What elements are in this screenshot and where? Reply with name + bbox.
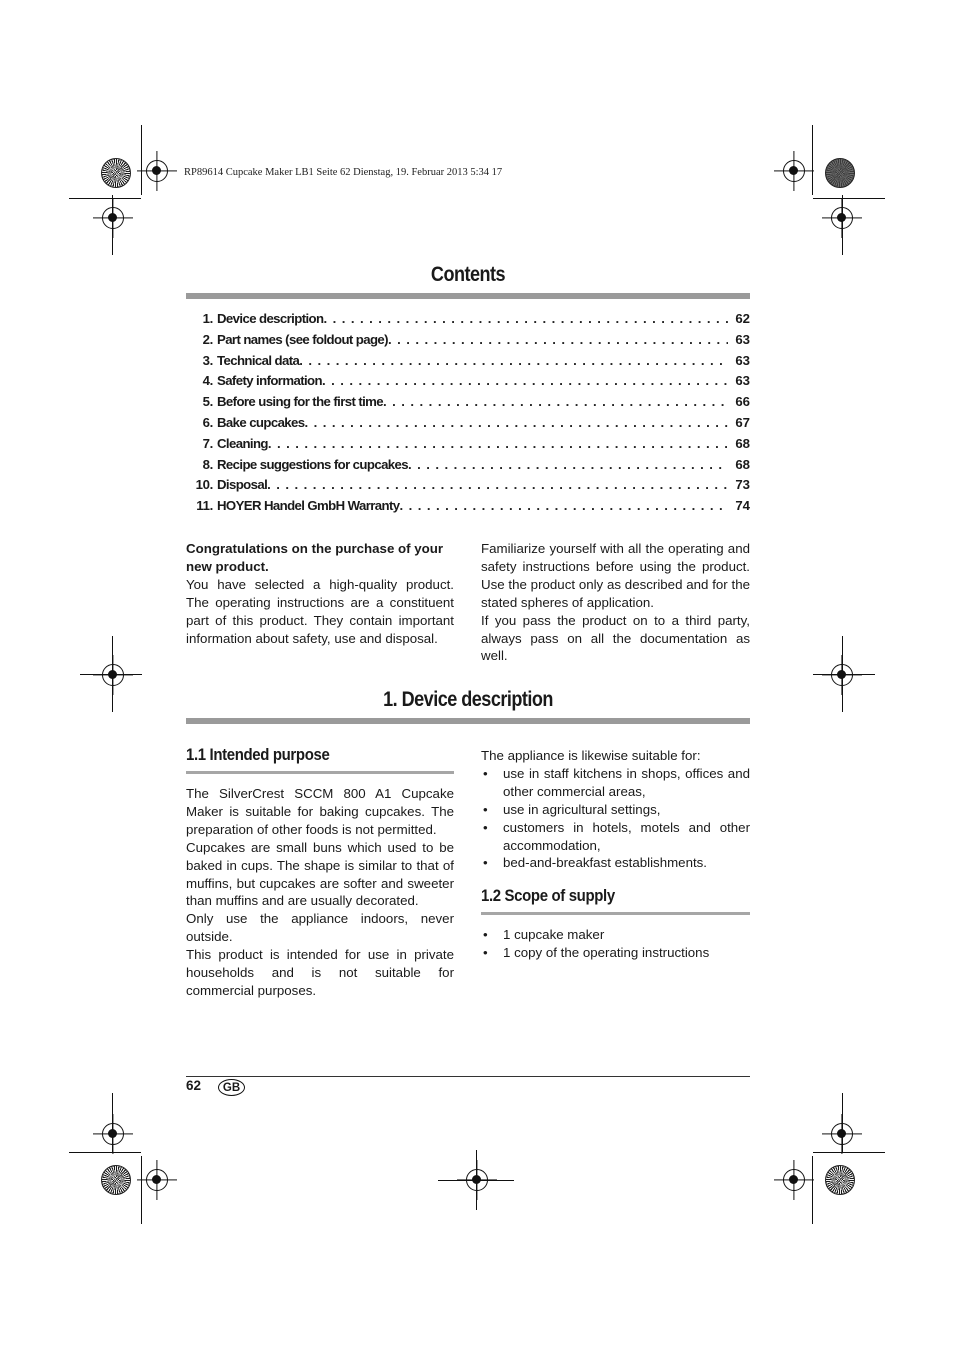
footer-rule	[186, 1076, 750, 1077]
crop-mark	[813, 198, 885, 199]
intro-right-column	[481, 540, 750, 665]
list-item	[481, 765, 750, 801]
subsection-rule	[481, 912, 750, 915]
color-target-icon	[825, 158, 855, 188]
crop-mark	[812, 1156, 813, 1224]
intro-left-column	[186, 540, 454, 647]
contents-rule	[186, 293, 750, 299]
crop-mark	[112, 195, 113, 255]
intro-paragraph: Familiarize yourself with all the operating and safety instructions before using the product. Use the product only as described and for the stated spheres of application.	[481, 541, 750, 610]
toc-entry-number: 8.	[202, 456, 213, 472]
list-item	[481, 854, 750, 872]
toc-leader-dots	[299, 353, 728, 368]
toc-entry-number: 2.	[202, 331, 213, 347]
toc-leader-dots	[322, 373, 728, 388]
list-item-text: 1 cupcake maker	[503, 927, 605, 942]
list-item-text: use in agricultural settings,	[503, 801, 661, 817]
toc-entry-page: 68	[735, 435, 750, 451]
body-paragraph: Cupcakes are small buns which used to be baked in cups. The shape is similar to that of muffins, but cupcakes are softer and sweeter than muffins and are usually decorated.	[186, 839, 454, 909]
crop-mark	[813, 1152, 885, 1153]
crop-mark	[80, 674, 142, 675]
language-badge: GB	[218, 1079, 245, 1096]
toc-leader-dots	[323, 311, 728, 326]
bullet-icon: •	[483, 801, 488, 817]
color-target-icon	[101, 158, 131, 188]
toc-entry[interactable]	[186, 457, 750, 478]
crop-mark	[141, 125, 142, 195]
toc-leader-dots	[268, 436, 728, 451]
toc-leader-dots	[388, 332, 728, 347]
toc-entry-page: 66	[735, 394, 750, 410]
toc-leader-dots	[383, 394, 728, 409]
toc-entry-number: 3.	[202, 352, 213, 368]
body-paragraph: The SilverCrest SCCM 800 A1 Cupcake Maker is suitable for baking cupcakes. The preparation of other foods is not permitted.	[186, 786, 454, 837]
toc-entry-page: 68	[735, 456, 750, 472]
toc-entry-title: Before using for the first time	[217, 394, 384, 410]
toc-entry-title: Technical data	[217, 352, 300, 368]
toc-entry-number: 11.	[196, 498, 213, 514]
registration-mark-icon	[783, 160, 805, 182]
list-item	[481, 944, 750, 962]
toc-entry[interactable]	[186, 373, 750, 394]
toc-entry[interactable]	[186, 477, 750, 498]
table-of-contents	[186, 311, 750, 519]
toc-entry-page: 63	[735, 373, 750, 389]
toc-entry-page: 74	[735, 498, 750, 514]
list-item	[481, 926, 750, 944]
toc-entry-page: 67	[735, 414, 750, 430]
toc-leader-dots	[408, 457, 728, 472]
toc-entry-number: 5.	[202, 394, 213, 410]
registration-mark-icon	[146, 1169, 168, 1191]
toc-entry-title: Recipe suggestions for cupcakes	[217, 456, 409, 472]
crop-mark	[141, 1156, 142, 1224]
crop-mark	[842, 1093, 843, 1153]
toc-entry-number: 6.	[202, 414, 213, 430]
section-rule	[186, 718, 750, 724]
subsection-rule	[186, 771, 454, 774]
toc-entry-number: 4.	[202, 373, 213, 389]
bullet-icon: •	[483, 927, 488, 942]
list-item-text: use in staff kitchens in shops, offices and other commercial areas,	[503, 765, 750, 799]
body-paragraph: This product is intended for use in private households and is not suitable for commercial purposes.	[186, 947, 454, 998]
toc-entry[interactable]	[186, 394, 750, 415]
toc-leader-dots	[400, 498, 729, 513]
crop-mark	[476, 1150, 477, 1210]
bullet-icon: •	[483, 855, 488, 871]
crop-mark	[842, 195, 843, 255]
bullet-icon: •	[483, 819, 488, 835]
toc-entry-page: 62	[735, 311, 750, 326]
list-item-text: 1 copy of the operating instructions	[503, 944, 710, 960]
registration-mark-icon	[783, 1169, 805, 1191]
subsection-heading: 1.2 Scope of supply	[481, 886, 615, 905]
toc-entry-title: Disposal	[217, 477, 268, 493]
toc-entry-title: Device description	[217, 311, 324, 326]
color-target-icon	[101, 1165, 131, 1195]
toc-entry-title: Cleaning	[217, 435, 268, 451]
suitable-for-intro: The appliance is likewise suitable for:	[481, 748, 701, 763]
list-item-text: bed-and-breakfast establishments.	[503, 855, 707, 871]
toc-entry-page: 63	[735, 331, 750, 347]
page-number: 62	[186, 1078, 202, 1093]
intro-heading: Congratulations on the purchase of your new product.	[186, 541, 444, 574]
toc-entry-page: 73	[735, 477, 750, 493]
section-title: 1. Device description	[383, 688, 553, 711]
subsection-heading: 1.1 Intended purpose	[186, 745, 330, 764]
body-paragraph: Only use the appliance indoors, never outside.	[186, 911, 454, 945]
crop-mark	[69, 198, 141, 199]
suitable-for-block	[481, 747, 750, 872]
toc-entry[interactable]	[186, 332, 750, 353]
crop-mark	[812, 125, 813, 195]
toc-entry-number: 7.	[202, 435, 213, 451]
toc-entry[interactable]	[186, 498, 750, 519]
toc-entry-number: 1.	[202, 311, 213, 326]
scope-of-supply-list	[481, 926, 750, 962]
toc-entry[interactable]	[186, 353, 750, 374]
toc-leader-dots	[267, 477, 728, 492]
intended-purpose-text	[186, 785, 454, 1000]
toc-entry-title: Part names (see foldout page)	[217, 331, 388, 347]
bullet-icon: •	[483, 765, 488, 781]
toc-leader-dots	[305, 415, 728, 430]
intro-paragraph: If you pass the product on to a third party, always pass on all the documentation as well.	[481, 612, 750, 664]
crop-mark	[69, 1152, 141, 1153]
list-item	[481, 801, 750, 819]
bullet-icon: •	[483, 944, 488, 960]
color-target-icon	[825, 1165, 855, 1195]
registration-mark-icon	[146, 160, 168, 182]
toc-entry[interactable]	[186, 436, 750, 457]
toc-entry[interactable]	[186, 311, 750, 332]
list-item-text: customers in hotels, motels and other accommodation,	[503, 819, 750, 853]
toc-entry-number: 10.	[195, 477, 213, 493]
crop-mark	[813, 674, 875, 675]
toc-entry-title: HOYER Handel GmbH Warranty	[217, 498, 400, 514]
print-header: RP89614 Cupcake Maker LB1 Seite 62 Dienstag, 19. Februar 2013 5:34 17	[184, 167, 503, 178]
intro-text: You have selected a high-quality product. The operating instructions are a constituent part of this product. They contain important information about safety, use and disposal.	[186, 576, 454, 646]
contents-title: Contents	[430, 263, 506, 286]
toc-entry-page: 63	[735, 352, 750, 368]
toc-entry[interactable]	[186, 415, 750, 436]
list-item	[481, 819, 750, 855]
toc-entry-title: Safety information	[217, 373, 322, 389]
toc-entry-title: Bake cupcakes	[217, 414, 305, 430]
crop-mark	[112, 1093, 113, 1153]
